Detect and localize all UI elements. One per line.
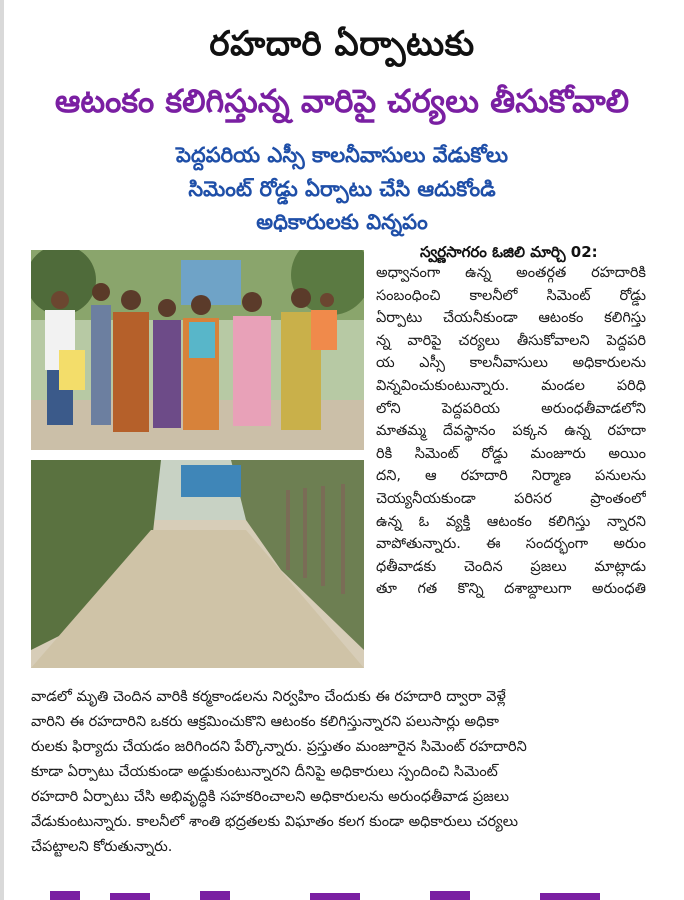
body-column-line: అధ్వానంగా ఉన్న అంతర్గత రహదారికి xyxy=(376,265,646,281)
body-full-line: వారిని ఈ రహదారిని ఒకరు ఆక్రమించుకొని ఆటంకం కలిగిస్తున్నారని పలుసార్లు అధికా xyxy=(31,714,499,730)
body-column-line: విన్నవించుకుంటున్నారు. మండల పరిధి xyxy=(376,378,646,394)
residents-photo xyxy=(31,250,364,450)
body-full-line: వేడుకుంటున్నారు. కాలనీలో శాంతి భద్రతలకు విఘాతం కలగ కుండా అధికారులు చర్యలు xyxy=(31,814,519,830)
next-headline-cutoff xyxy=(50,885,650,900)
body-column-line: ఏర్పాటు చేయనీకుండా ఆటంకం కలిగిస్తు xyxy=(376,310,646,326)
body-full-line: రులకు ఫిర్యాదు చేయడం జరిగిందని పేర్కొన్నారు. ప్రస్తుతం మంజూరైన సిమెంట్ రహదారిని xyxy=(31,739,527,755)
subheading-2: సిమెంట్ రోడ్డు ఏర్పాటు చేసి ఆదుకోండి xyxy=(188,177,496,201)
body-full-line: వాడలో మృతి చెందిన వారికి కర్మకాండలను నిర్వహిం చేందుకు ఈ రహదారి ద్వారా వెళ్లే xyxy=(31,689,506,705)
body-column-line: రికి సిమెంట్ రోడ్డు మంజూరు అయిం xyxy=(376,446,646,462)
body-column-line: దని, ఆ రహదారి నిర్మాణ పనులను xyxy=(376,468,646,484)
body-full-line: కూడా ఏర్పాటు చేయకుండా అడ్డుకుంటున్నారని దీనిపై అధికారులు స్పందించి సిమెంట్ xyxy=(31,764,498,780)
road-photo xyxy=(31,460,364,668)
body-column-line: ధతీవాడకు చెందిన ప్రజలు మాట్లాడు xyxy=(376,559,646,575)
body-column-line: ఉన్న ఓ వ్యక్తి ఆటంకం కలిగిస్తు న్నారని xyxy=(376,514,646,530)
body-full-line: రహదారి ఏర్పాటు చేసి అభివృద్ధికి సహకరించాలని అధికారులను అరుంధతీవాడ ప్రజలు xyxy=(31,789,510,805)
page-edge xyxy=(0,0,4,900)
body-full-line: చేపట్టాలని కోరుతున్నారు. xyxy=(31,839,173,855)
body-column-line: మాతమ్మ దేవస్థానం పక్కన ఉన్న రహదా xyxy=(376,423,646,439)
dateline: స్వర్ణసాగరం ఓజిలి మార్చి 02: xyxy=(420,243,598,261)
kicker-title: రహదారి ఏర్పాటుకు xyxy=(209,24,475,64)
body-column-line: వాపోతున్నారు. ఈ సందర్భంగా అరుం xyxy=(376,536,646,552)
subheading-3: అధికారులకు విన్నపం xyxy=(256,210,428,234)
body-column-line: న్న వారిపై చర్యలు తీసుకోవాలని పెద్దపరి xyxy=(376,333,646,349)
body-column-line: చెయ్యనీయకుండా పరిసర ప్రాంతంలో xyxy=(376,491,646,507)
headline: ఆటంకం కలిగిస్తున్న వారిపై చర్యలు తీసుకోవాలి xyxy=(54,82,630,120)
subheading-1: పెద్దపరియ ఎస్సీ కాలనీవాసులు వేడుకోలు xyxy=(175,143,509,167)
body-column-line: లోని పెద్దపరియ అరుంధతీవాడలోని xyxy=(376,401,646,417)
body-column-line: తూ గత కొన్ని దశాబ్దాలుగా అరుంధతి xyxy=(376,581,646,597)
body-column-line: సంబంధించి కాలనీలో సిమెంట్ రోడ్డు xyxy=(376,288,646,304)
body-column-line: య ఎస్సీ కాలనీవాసులు అధికారులను xyxy=(376,355,646,371)
